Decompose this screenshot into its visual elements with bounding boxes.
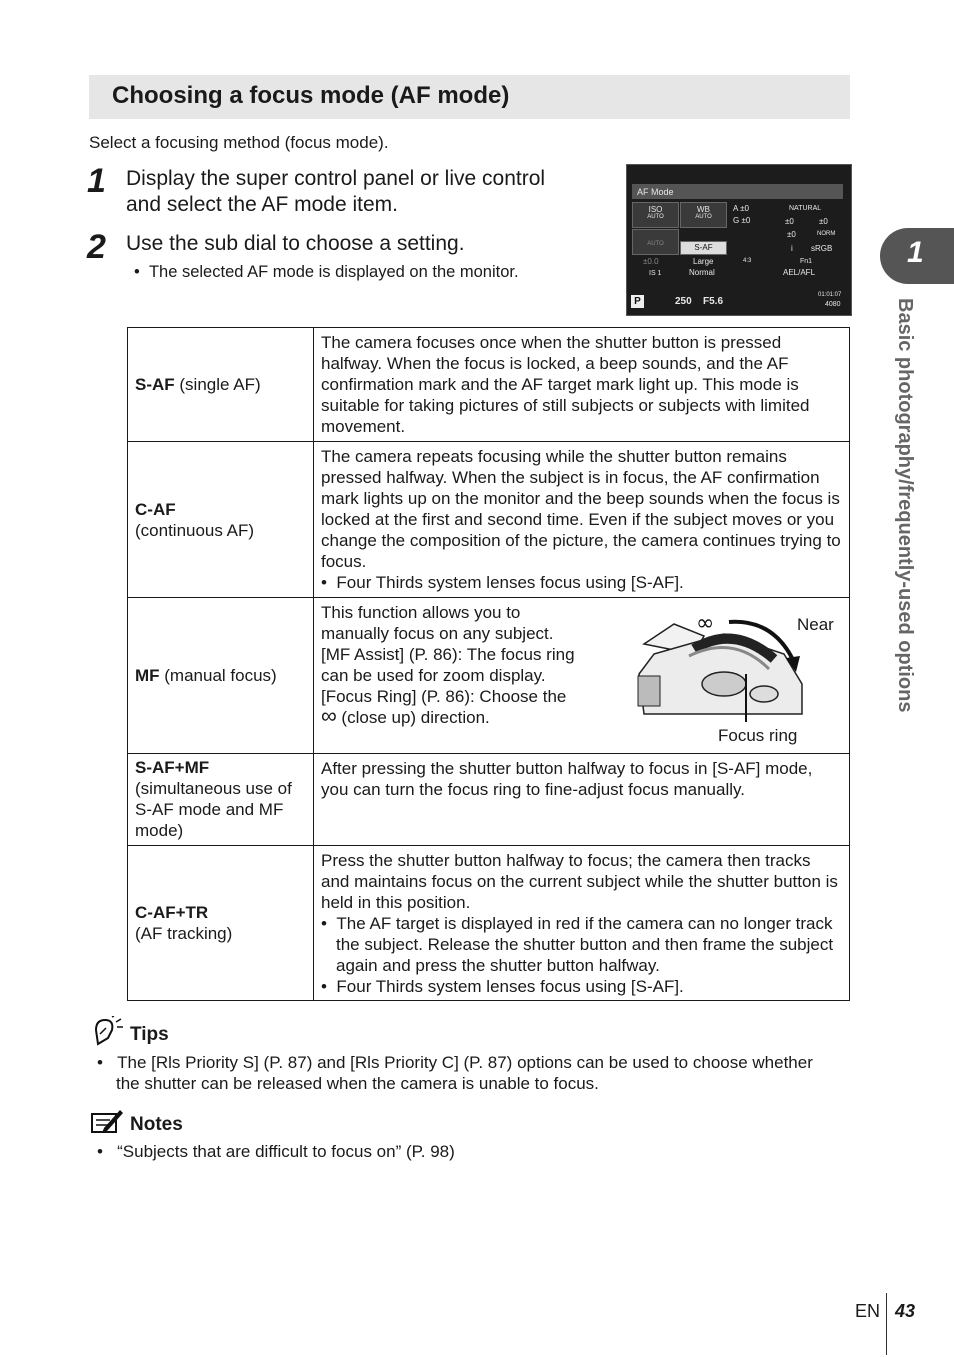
infinity-label: ∞ [696, 614, 715, 636]
intro-text: Select a focusing method (focus mode). [89, 133, 389, 152]
tips-icon [90, 1016, 124, 1046]
mode-name-cell: S-AF (single AF) [128, 328, 314, 442]
page-number: 43 [895, 1301, 916, 1321]
focus-ring-label: Focus ring [718, 726, 798, 745]
table-row [128, 442, 850, 598]
camera-monitor-illustration: AF Mode ISO AUTO WB AUTO A ±0 G ±0 NATURAL ±0 ±0 ±0 NORM AUTO S-AF i sRGB ±0.0 Large Normal 4:3 Fn1 AEL/AFL IS 1 P 250 F5.6 01:01:07 4080 [626, 164, 852, 316]
table-row [128, 328, 850, 442]
section-title-bar [89, 75, 850, 119]
step-1-text: Display the super control panel or live control and select the AF mode item. [126, 167, 546, 216]
chapter-tab [880, 228, 954, 284]
mode-description-cell: This function allows you to manually focus on any subject. [MF Assist] (P. 86): The focus ring can be used for zoom display. [Focus Ring] (P. 86): Choose the ∞ (close up) direction. ∞ Near Focus ring [314, 598, 850, 754]
mode-name-cell: S-AF+MF (simultaneous use of S-AF mode and MF mode) [128, 754, 314, 846]
table-row [128, 754, 850, 846]
chapter-side-label: Basic photography/frequently-used options [894, 298, 916, 713]
table-row [128, 846, 850, 1001]
mode-description-cell: Press the shutter button halfway to focus; the camera then tracks and maintains focus on the current subject while the shutter button is held in this position. • The AF target is displayed in red if the camera can no longer track the subject. Release the shutter button and then frame the subject again and press the shutter button halfway. • Four Thirds system lenses focus using [S-AF]. [314, 846, 850, 1001]
step-number-2: 2 [87, 228, 106, 266]
step-2-text: Use the sub dial to choose a setting. [126, 232, 465, 255]
step-number-1: 1 [87, 162, 106, 200]
notes-item: • “Subjects that are difficult to focus on” (P. 98) [97, 1142, 455, 1161]
mode-name-cell: MF (manual focus) [128, 598, 314, 754]
infinity-icon: ∞ [321, 703, 337, 728]
notes-heading: Notes [130, 1114, 183, 1135]
notes-icon [90, 1108, 124, 1136]
near-label: Near [797, 615, 834, 634]
mode-description-cell: The camera repeats focusing while the shutter button remains pressed halfway. When the subject is in focus, the AF confirmation mark lights up on the monitor and the beep sounds when the focus is locked at the first and second time. Even if the subject moves or you change the composition of the picture, the camera continues trying to focus. • Four Thirds system lenses focus using [S-AF]. [314, 442, 850, 598]
chapter-number: 1 [907, 236, 924, 269]
saf-value: S-AF [694, 243, 713, 252]
footer-lang: EN [855, 1301, 881, 1321]
footer-divider [886, 1293, 887, 1355]
mode-description-cell: The camera focuses once when the shutter button is pressed halfway. When the focus is locked, a beep sounds, and the AF confirmation mark and the AF target mark light up. This mode is suitable for taking pictures of still subjects or subjects with limited movement. [314, 328, 850, 442]
mode-name-cell: C-AF+TR (AF tracking) [128, 846, 314, 1001]
af-mode-table [127, 327, 850, 1001]
table-row [128, 598, 850, 754]
mode-description-cell: After pressing the shutter button halfway to focus in [S-AF] mode, you can turn the focus ring to fine-adjust focus manually. [314, 754, 850, 846]
step-2-bullet: • The selected AF mode is displayed on the monitor. [134, 263, 519, 281]
page-title: Choosing a focus mode (AF mode) [112, 82, 510, 109]
tips-heading: Tips [130, 1024, 169, 1045]
mode-name-cell: C-AF (continuous AF) [128, 442, 314, 598]
tips-item: • The [Rls Priority S] (P. 87) and [Rls Priority C] (P. 87) options can be used to choose whether the shutter can be released when the camera is unable to focus. [97, 1053, 813, 1093]
lens-focus-ring-illustration [634, 614, 810, 724]
af-mode-header: AF Mode [637, 187, 674, 197]
